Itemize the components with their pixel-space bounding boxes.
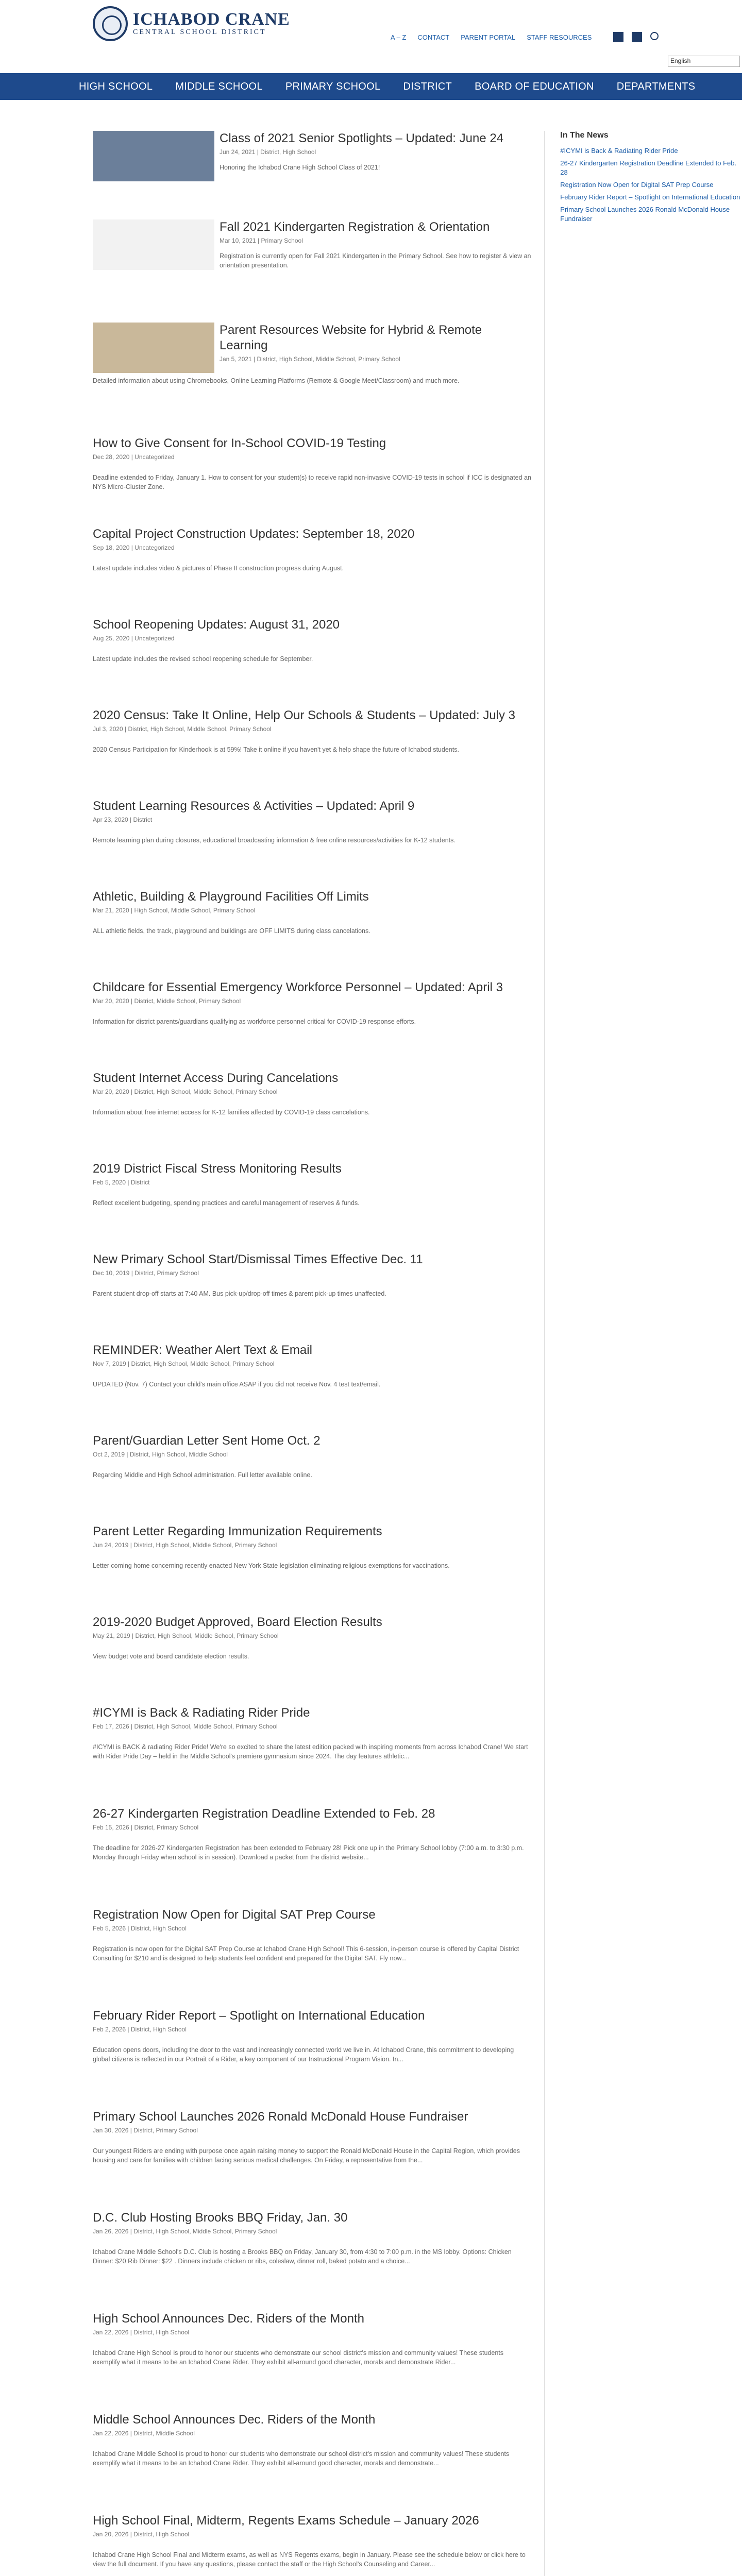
post-excerpt: UPDATED (Nov. 7) Contact your child's main office ASAP if you did not receive Nov. 4 test text/email.: [93, 1381, 381, 1388]
post-title[interactable]: Student Learning Resources & Activities – Updated: April 9: [93, 799, 415, 813]
post-title[interactable]: School Reopening Updates: August 31, 2020: [93, 618, 340, 632]
post-meta: Jan 22, 2026 | District, High School: [93, 2329, 190, 2336]
news-link[interactable]: Registration Now Open for Digital SAT Prep Course: [560, 181, 714, 189]
post-title[interactable]: Student Internet Access During Cancelations: [93, 1071, 339, 1085]
post-excerpt: Detailed information about using Chromebooks, Online Learning Platforms (Remote & Google Meet/Classroom) and much more.: [93, 377, 460, 384]
post-meta: Jan 22, 2026 | District, Middle School: [93, 2430, 195, 2437]
post-excerpt: Our youngest Riders are ending with purpose once again raising money to support the Ronald McDonald House in the Capital Region, which provides housing and care for families with children facing serious medical challenges. On Friday, a representative from the...: [93, 2147, 520, 2164]
post-excerpt: The deadline for 2026-27 Kindergarten Registration has been extended to February 28! Pick one up in the Primary School lobby (7:00 a.m. to 3:30 p.m. Monday through Friday when school is in session). Download a packet from the district website...: [93, 1844, 524, 1861]
post-item: [93, 2210, 532, 2306]
nav-district[interactable]: DISTRICT: [403, 80, 452, 92]
post-item: [93, 1343, 532, 1428]
post-excerpt: Information for district parents/guardians qualifying as workforce personnel critical for COVID-19 response efforts.: [93, 1018, 416, 1025]
news-link[interactable]: #ICYMI is Back & Radiating Rider Pride: [560, 147, 678, 155]
post-excerpt: 2020 Census Participation for Kinderhook is at 59%! Take it online if you haven't yet & help shape the future of Ichabod students.: [93, 746, 459, 753]
post-meta: Sep 18, 2020 | Uncategorized: [93, 544, 175, 551]
post-meta: Jun 24, 2021 | District, High School: [220, 148, 316, 156]
post-item: [93, 1705, 532, 1801]
post-item: [93, 436, 532, 521]
sidebar: [544, 131, 742, 2576]
post-title[interactable]: 2019-2020 Budget Approved, Board Election Results: [93, 1615, 382, 1629]
post-meta: Feb 5, 2020 | District: [93, 1179, 150, 1186]
link-parent-portal[interactable]: PARENT PORTAL: [461, 33, 516, 41]
post-meta: Nov 7, 2019 | District, High School, Middle School, Primary School: [93, 1360, 275, 1367]
post-title[interactable]: 26-27 Kindergarten Registration Deadline Extended to Feb. 28: [93, 1807, 435, 1821]
post-meta: Jan 30, 2026 | District, Primary School: [93, 2127, 198, 2134]
post-item: [93, 131, 532, 208]
post-item: [93, 889, 532, 975]
post-meta: Jul 3, 2020 | District, High School, Middle School, Primary School: [93, 725, 272, 733]
district-seal-icon: [93, 6, 128, 41]
post-title[interactable]: Middle School Announces Dec. Riders of the Month: [93, 2413, 376, 2427]
post-title[interactable]: REMINDER: Weather Alert Text & Email: [93, 1343, 312, 1357]
nav-middle-school[interactable]: MIDDLE SCHOOL: [175, 80, 263, 92]
post-thumbnail[interactable]: [93, 219, 214, 270]
post-item: [93, 1615, 532, 1700]
post-title[interactable]: High School Announces Dec. Riders of the Month: [93, 2312, 364, 2326]
site-name: ICHABOD CRANE: [133, 10, 290, 29]
site-header: [0, 0, 742, 73]
post-meta: Dec 28, 2020 | Uncategorized: [93, 453, 175, 461]
post-title[interactable]: Childcare for Essential Emergency Workforce Personnel – Updated: April 3: [93, 980, 503, 994]
post-excerpt: Ichabod Crane High School is proud to honor our students who demonstrate our school district's mission and community values! These students exemplify what it means to be an Ichabod Crane Rider. They exhibit all-around good character, morals and demonstrate Rider...: [93, 2349, 504, 2366]
nav-departments[interactable]: DEPARTMENTS: [616, 80, 696, 92]
post-excerpt: Remote learning plan during closures, educational broadcasting information & free online resources/activities for K-12 students.: [93, 837, 456, 844]
site-subtitle: CENTRAL SCHOOL DISTRICT: [133, 28, 266, 36]
post-excerpt: Registration is now open for the Digital SAT Prep Course at Ichabod Crane High School! This 6-session, in-person course is offered by Capital District Consulting for $210 and is designed to help students feel confident and prepared for the Digital SAT. Fly now...: [93, 1945, 519, 1962]
site-logo[interactable]: [93, 6, 290, 41]
post-item: [93, 2513, 532, 2576]
post-title[interactable]: Parent/Guardian Letter Sent Home Oct. 2: [93, 1434, 321, 1448]
post-excerpt: Parent student drop-off starts at 7:40 AM. Bus pick-up/drop-off times & parent pick-up times unaffected.: [93, 1290, 386, 1297]
post-excerpt: Latest update includes video & pictures of Phase II construction progress during August.: [93, 565, 344, 572]
post-title[interactable]: New Primary School Start/Dismissal Times Effective Dec. 11: [93, 1252, 423, 1266]
post-item: [93, 2109, 532, 2205]
post-meta: Jan 20, 2026 | District, High School: [93, 2531, 190, 2538]
search-icon[interactable]: [650, 32, 659, 40]
post-item: [93, 1907, 532, 2003]
post-title[interactable]: Capital Project Construction Updates: September 18, 2020: [93, 527, 415, 541]
post-title[interactable]: 2019 District Fiscal Stress Monitoring Results: [93, 1162, 342, 1176]
post-excerpt: Honoring the Ichabod Crane High School Class of 2021!: [220, 164, 380, 171]
twitter-icon[interactable]: [632, 32, 642, 42]
post-excerpt: Information about free internet access for K-12 families affected by COVID-19 class cancelations.: [93, 1109, 370, 1116]
post-meta: Aug 25, 2020 | Uncategorized: [93, 635, 175, 642]
post-excerpt: Reflect excellent budgeting, spending practices and careful management of reserves & funds.: [93, 1199, 360, 1207]
news-list: [560, 146, 742, 224]
post-item: [93, 1071, 532, 1156]
post-item: [93, 527, 532, 612]
post-title[interactable]: How to Give Consent for In-School COVID-19 Testing: [93, 436, 386, 450]
post-meta: Mar 21, 2020 | High School, Middle School, Primary School: [93, 907, 256, 914]
post-excerpt: Deadline extended to Friday, January 1. How to consent for your student(s) to receive rapid non-invasive COVID-19 tests in school if ICC is designated an NYS Micro-Cluster Zone.: [93, 474, 531, 490]
post-excerpt: Ichabod Crane Middle School is proud to honor our students who demonstrate our school district's mission and community values! These students exemplify what it means to be an Ichabod Crane Rider. They exhibit all-around good character, morals and demonstrate...: [93, 2450, 510, 2467]
post-meta: Dec 10, 2019 | District, Primary School: [93, 1269, 199, 1277]
post-title[interactable]: February Rider Report – Spotlight on International Education: [93, 2009, 425, 2023]
post-meta: May 21, 2019 | District, High School, Middle School, Primary School: [93, 1632, 279, 1639]
post-meta: Mar 20, 2020 | District, Middle School, Primary School: [93, 997, 241, 1005]
facebook-icon[interactable]: [613, 32, 623, 42]
link-contact[interactable]: CONTACT: [417, 33, 450, 41]
post-excerpt: Registration is currently open for Fall 2021 Kindergarten in the Primary School. See how to register & view an orientation presentation.: [220, 252, 531, 269]
post-item: [93, 323, 532, 425]
post-item: [93, 1433, 532, 1519]
post-meta: Jun 24, 2019 | District, High School, Middle School, Primary School: [93, 1541, 277, 1549]
post-excerpt: ALL athletic fields, the track, playground and buildings are OFF LIMITS during class cancelations.: [93, 927, 370, 935]
post-thumbnail[interactable]: [93, 323, 214, 373]
main-area: [0, 100, 742, 2576]
post-meta: Mar 10, 2021 | Primary School: [220, 237, 303, 244]
post-excerpt: Regarding Middle and High School administration. Full letter available online.: [93, 1471, 312, 1479]
sidebar-title: In The News: [560, 131, 609, 140]
post-meta: Feb 15, 2026 | District, Primary School: [93, 1824, 199, 1831]
utility-links: [391, 32, 659, 42]
post-item: [93, 1252, 532, 1337]
nav-board-of-education[interactable]: BOARD OF EDUCATION: [475, 80, 594, 92]
post-item: [93, 2412, 532, 2508]
post-title[interactable]: Fall 2021 Kindergarten Registration & Orientation: [220, 220, 490, 234]
post-meta: Mar 20, 2020 | District, High School, Middle School, Primary School: [93, 1088, 278, 1095]
post-excerpt: Education opens doors, including the door to the vast and increasingly connected world we live in. At Ichabod Crane, this commitment to developing global citizens is reflected in our Portrait of a Rider, a key component of our Instructional Program Vision. In...: [93, 2046, 514, 2063]
post-title[interactable]: Registration Now Open for Digital SAT Prep Course: [93, 1908, 376, 1922]
post-item: [93, 1524, 532, 1609]
post-item: [93, 980, 532, 1065]
post-excerpt: Ichabod Crane High School Final and Midterm exams, as well as NYS Regents exams, begin in January. Please see the schedule below or click here to view the full document. If you have any questions, please contact the staff or the High School's Counseling and Career...: [93, 2551, 526, 2568]
main-nav: [0, 73, 742, 100]
post-title[interactable]: Class of 2021 Senior Spotlights – Updated: June 24: [220, 131, 504, 145]
post-item: [93, 1806, 532, 1902]
post-meta: Feb 2, 2026 | District, High School: [93, 2026, 187, 2033]
post-excerpt: Ichabod Crane Middle School's D.C. Club is hosting a Brooks BBQ on Friday, January 30, from 4:30 to 7:00 p.m. in the MS lobby. Options: Chicken Dinner: $20 Rib Dinner: $22 . Dinners include chicken or ribs, coleslaw, dinner roll, baked potato and a choice...: [93, 2248, 512, 2265]
post-title[interactable]: D.C. Club Hosting Brooks BBQ Friday, Jan. 30: [93, 2211, 348, 2225]
post-meta: Oct 2, 2019 | District, High School, Middle School: [93, 1451, 228, 1458]
post-title[interactable]: Athletic, Building & Playground Facilities Off Limits: [93, 890, 369, 904]
post-item: [93, 617, 532, 703]
language-select[interactable]: English: [668, 56, 740, 67]
post-thumbnail[interactable]: [93, 131, 214, 181]
nav-primary-school[interactable]: PRIMARY SCHOOL: [285, 80, 381, 92]
post-title[interactable]: #ICYMI is Back & Radiating Rider Pride: [93, 1706, 310, 1720]
news-link[interactable]: February Rider Report – Spotlight on International Education: [560, 193, 740, 201]
post-meta: Jan 26, 2026 | District, High School, Middle School, Primary School: [93, 2228, 277, 2235]
post-item: [93, 708, 532, 793]
post-title[interactable]: Primary School Launches 2026 Ronald McDonald House Fundraiser: [93, 2110, 468, 2124]
post-list: [93, 131, 532, 2576]
post-meta: Jan 5, 2021 | District, High School, Middle School, Primary School: [220, 355, 400, 363]
post-title[interactable]: Parent Letter Regarding Immunization Requirements: [93, 1524, 382, 1538]
post-meta: Apr 23, 2020 | District: [93, 816, 153, 823]
link-a-z[interactable]: A – Z: [391, 33, 407, 41]
news-link[interactable]: 26-27 Kindergarten Registration Deadline Extended to Feb. 28: [560, 159, 737, 176]
nav-high-school[interactable]: HIGH SCHOOL: [79, 80, 153, 92]
post-excerpt: View budget vote and board candidate election results.: [93, 1653, 249, 1660]
link-staff-resources[interactable]: STAFF RESOURCES: [527, 33, 592, 41]
post-excerpt: Latest update includes the revised school reopening schedule for September.: [93, 655, 313, 663]
post-title[interactable]: Parent Resources Website for Hybrid & Remote Learning: [220, 323, 482, 352]
post-item: [93, 2008, 532, 2104]
post-item: [93, 1161, 532, 1247]
post-meta: Feb 5, 2026 | District, High School: [93, 1925, 187, 1932]
post-meta: Feb 17, 2026 | District, High School, Middle School, Primary School: [93, 1723, 278, 1730]
post-item: [93, 2311, 532, 2407]
post-excerpt: Letter coming home concerning recently enacted New York State legislation eliminating religious exemptions for vaccinations.: [93, 1562, 450, 1569]
post-title[interactable]: 2020 Census: Take It Online, Help Our Schools & Students – Updated: July 3: [93, 708, 516, 722]
post-item: [93, 799, 532, 884]
post-excerpt: #ICYMI is BACK & radiating Rider Pride! We're so excited to share the latest edition packed with inspiring moments from across Ichabod Crane! We start with Rider Pride Day – held in the Middle School's premiere gymnasium since 2024. The day features athletic...: [93, 1743, 528, 1760]
post-item: [93, 219, 532, 311]
news-link[interactable]: Primary School Launches 2026 Ronald McDonald House Fundraiser: [560, 206, 730, 223]
post-title[interactable]: High School Final, Midterm, Regents Exams Schedule – January 2026: [93, 2514, 479, 2528]
